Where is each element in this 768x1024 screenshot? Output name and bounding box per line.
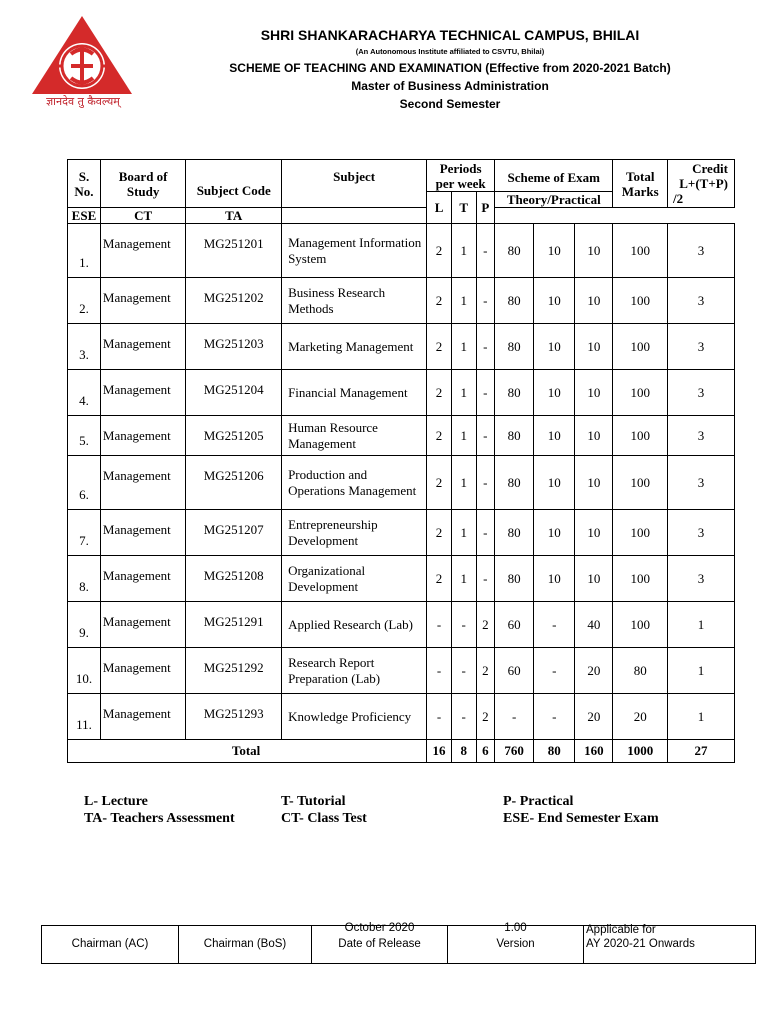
footer-release xyxy=(312,922,448,964)
version-value: 1.00 xyxy=(504,922,527,934)
header-subject: Subject xyxy=(282,160,427,208)
cell-p: - xyxy=(476,278,495,324)
cell-p: - xyxy=(476,370,495,416)
total-p: 6 xyxy=(476,740,495,763)
cell-ese: 80 xyxy=(495,416,534,456)
cell-l: 2 xyxy=(427,510,452,556)
legend-practical: P- Practical xyxy=(503,794,574,809)
header-P: P xyxy=(476,192,495,224)
cell-credit: 1 xyxy=(668,648,735,694)
total-ct: 80 xyxy=(534,740,575,763)
cell-ct: 10 xyxy=(534,370,575,416)
cell-board: Management xyxy=(100,648,185,694)
cell-subject: Financial Management xyxy=(282,370,427,416)
footer-chairman-bos xyxy=(179,926,312,964)
cell-ese: 80 xyxy=(495,556,534,602)
cell-total: 100 xyxy=(613,416,668,456)
cell-total: 100 xyxy=(613,224,668,278)
semester: Second Semester xyxy=(399,97,501,111)
legend-class-test: CT- Class Test xyxy=(281,811,367,826)
footer-version xyxy=(448,922,584,964)
cell-total: 100 xyxy=(613,602,668,648)
cell-ct: 10 xyxy=(534,456,575,510)
cell-ct: - xyxy=(534,694,575,740)
cell-p: 2 xyxy=(476,602,495,648)
cell-t: 1 xyxy=(451,456,476,510)
scheme-title: SCHEME OF TEACHING AND EXAMINATION (Effective from 2020-2021 Batch) xyxy=(229,61,671,75)
cell-credit: 3 xyxy=(668,456,735,510)
cell-p: - xyxy=(476,556,495,602)
cell-sno: 6. xyxy=(68,456,101,510)
cell-l: 2 xyxy=(427,224,452,278)
cell-code: MG251205 xyxy=(186,416,282,456)
cell-credit: 1 xyxy=(668,694,735,740)
cell-code: MG251204 xyxy=(186,370,282,416)
header-theory-practical: Theory/Practical xyxy=(495,192,613,208)
cell-p: 2 xyxy=(476,694,495,740)
cell-code: MG251208 xyxy=(186,556,282,602)
cell-code: MG251292 xyxy=(186,648,282,694)
cell-ese: 80 xyxy=(495,324,534,370)
cell-t: 1 xyxy=(451,278,476,324)
cell-sno: 11. xyxy=(68,694,101,740)
header-subject-code: Subject Code xyxy=(186,160,282,208)
chairman-ac-label: Chairman (AC) xyxy=(71,938,149,950)
cell-sno: 5. xyxy=(68,416,101,456)
cell-ta: 10 xyxy=(575,456,613,510)
cell-subject: Production and Operations Management xyxy=(282,456,427,510)
cell-credit: 3 xyxy=(668,324,735,370)
cell-ta: 10 xyxy=(575,416,613,456)
cell-ese: 60 xyxy=(495,602,534,648)
table-row xyxy=(68,556,735,602)
total-row xyxy=(68,740,735,763)
legend-end-semester-exam: ESE- End Semester Exam xyxy=(503,811,659,826)
cell-ese: - xyxy=(495,694,534,740)
approval-footer xyxy=(41,922,756,964)
cell-subject: Knowledge Proficiency xyxy=(282,694,427,740)
cell-credit: 3 xyxy=(668,370,735,416)
cell-sno: 4. xyxy=(68,370,101,416)
cell-credit: 3 xyxy=(668,416,735,456)
header-periods: Periods per week xyxy=(427,160,495,192)
cell-l: - xyxy=(427,648,452,694)
table-row xyxy=(68,278,735,324)
table-row xyxy=(68,416,735,456)
total-total: 1000 xyxy=(613,740,668,763)
cell-ct: - xyxy=(534,602,575,648)
legend-teachers-assessment: TA- Teachers Assessment xyxy=(84,811,235,826)
cell-ct: 10 xyxy=(534,224,575,278)
cell-credit: 1 xyxy=(668,602,735,648)
cell-ese: 80 xyxy=(495,370,534,416)
cell-p: - xyxy=(476,416,495,456)
chairman-bos-label: Chairman (BoS) xyxy=(203,938,287,950)
cell-code: MG251207 xyxy=(186,510,282,556)
cell-ese: 80 xyxy=(495,456,534,510)
scheme-table xyxy=(67,159,735,763)
cell-subject: Human Resource Management xyxy=(282,416,427,456)
table-row xyxy=(68,456,735,510)
version-label: Version xyxy=(496,938,535,950)
cell-credit: 3 xyxy=(668,224,735,278)
header-ta: TA xyxy=(186,208,282,224)
table-row xyxy=(68,324,735,370)
cell-l: 2 xyxy=(427,456,452,510)
institute-motto: ज्ञानदेव तु कैवल्यम् xyxy=(46,95,120,108)
cell-board: Management xyxy=(100,278,185,324)
cell-subject: Applied Research (Lab) xyxy=(282,602,427,648)
total-ta: 160 xyxy=(575,740,613,763)
cell-ese: 60 xyxy=(495,648,534,694)
cell-t: 1 xyxy=(451,324,476,370)
cell-ta: 10 xyxy=(575,278,613,324)
cell-l: 2 xyxy=(427,370,452,416)
header-sno: S. No. xyxy=(68,160,101,208)
cell-p: - xyxy=(476,324,495,370)
cell-ct: - xyxy=(534,648,575,694)
cell-l: - xyxy=(427,602,452,648)
applicable-line-1: Applicable for xyxy=(586,924,656,936)
footer-chairman-ac xyxy=(42,926,179,964)
cell-total: 100 xyxy=(613,510,668,556)
cell-ct: 10 xyxy=(534,324,575,370)
cell-total: 20 xyxy=(613,694,668,740)
cell-code: MG251206 xyxy=(186,456,282,510)
cell-t: - xyxy=(451,694,476,740)
cell-subject: Marketing Management xyxy=(282,324,427,370)
total-credit: 27 xyxy=(668,740,735,763)
header-ese: ESE xyxy=(68,208,101,224)
cell-sno: 3. xyxy=(68,324,101,370)
cell-ct: 10 xyxy=(534,510,575,556)
total-l: 16 xyxy=(427,740,452,763)
cell-ta: 10 xyxy=(575,510,613,556)
cell-p: - xyxy=(476,456,495,510)
total-t: 8 xyxy=(451,740,476,763)
header-total: Total Marks xyxy=(613,160,668,208)
cell-board: Management xyxy=(100,510,185,556)
table-row xyxy=(68,694,735,740)
cell-code: MG251201 xyxy=(186,224,282,278)
cell-sno: 9. xyxy=(68,602,101,648)
cell-board: Management xyxy=(100,456,185,510)
header-T: T xyxy=(451,192,476,224)
cell-l: 2 xyxy=(427,556,452,602)
cell-ta: 20 xyxy=(575,648,613,694)
cell-code: MG251291 xyxy=(186,602,282,648)
header-L: L xyxy=(427,192,452,224)
header-ct: CT xyxy=(100,208,185,224)
cell-code: MG251203 xyxy=(186,324,282,370)
cell-total: 100 xyxy=(613,456,668,510)
cell-credit: 3 xyxy=(668,556,735,602)
cell-credit: 3 xyxy=(668,510,735,556)
cell-ct: 10 xyxy=(534,416,575,456)
cell-ct: 10 xyxy=(534,278,575,324)
cell-subject: Organizational Development xyxy=(282,556,427,602)
cell-board: Management xyxy=(100,416,185,456)
cell-l: 2 xyxy=(427,416,452,456)
cell-ta: 10 xyxy=(575,370,613,416)
legend-lecture: L- Lecture xyxy=(84,794,148,809)
cell-sno: 2. xyxy=(68,278,101,324)
cell-p: - xyxy=(476,510,495,556)
cell-subject: Business Research Methods xyxy=(282,278,427,324)
total-ese: 760 xyxy=(495,740,534,763)
cell-t: 1 xyxy=(451,416,476,456)
cell-ct: 10 xyxy=(534,556,575,602)
cell-sno: 8. xyxy=(68,556,101,602)
cell-ta: 10 xyxy=(575,556,613,602)
cell-code: MG251293 xyxy=(186,694,282,740)
cell-ta: 40 xyxy=(575,602,613,648)
table-row xyxy=(68,602,735,648)
cell-p: 2 xyxy=(476,648,495,694)
applicable-line-2: AY 2020-21 Onwards xyxy=(586,938,695,950)
cell-sno: 7. xyxy=(68,510,101,556)
total-label: Total xyxy=(68,740,427,763)
cell-total: 80 xyxy=(613,648,668,694)
cell-board: Management xyxy=(100,324,185,370)
affiliation: (An Autonomous Institute affiliated to CSVTU, Bhilai) xyxy=(355,47,545,56)
table-row xyxy=(68,648,735,694)
cell-t: 1 xyxy=(451,370,476,416)
cell-subject: Research Report Preparation (Lab) xyxy=(282,648,427,694)
cell-ese: 80 xyxy=(495,278,534,324)
cell-board: Management xyxy=(100,556,185,602)
cell-l: 2 xyxy=(427,278,452,324)
cell-total: 100 xyxy=(613,556,668,602)
cell-l: 2 xyxy=(427,324,452,370)
release-date-value: October 2020 xyxy=(344,922,415,934)
cell-ta: 20 xyxy=(575,694,613,740)
cell-total: 100 xyxy=(613,278,668,324)
table-row xyxy=(68,224,735,278)
cell-t: 1 xyxy=(451,556,476,602)
header-board: Board of Study xyxy=(100,160,185,208)
table-row xyxy=(68,370,735,416)
header-credit: Credit L+(T+P) /2 xyxy=(668,160,735,208)
release-date-label: Date of Release xyxy=(338,938,421,950)
cell-board: Management xyxy=(100,694,185,740)
cell-t: - xyxy=(451,648,476,694)
cell-ese: 80 xyxy=(495,224,534,278)
cell-p: - xyxy=(476,224,495,278)
cell-ta: 10 xyxy=(575,224,613,278)
cell-ese: 80 xyxy=(495,510,534,556)
legend-tutorial: T- Tutorial xyxy=(281,794,346,809)
cell-subject: Management Information System xyxy=(282,224,427,278)
cell-total: 100 xyxy=(613,324,668,370)
cell-total: 100 xyxy=(613,370,668,416)
cell-board: Management xyxy=(100,224,185,278)
cell-t: 1 xyxy=(451,224,476,278)
cell-subject: Entrepreneurship Development xyxy=(282,510,427,556)
cell-sno: 1. xyxy=(68,224,101,278)
cell-code: MG251202 xyxy=(186,278,282,324)
footer-applicable xyxy=(584,926,756,964)
program-name: Master of Business Administration xyxy=(351,79,549,93)
institute-name: SHRI SHANKARACHARYA TECHNICAL CAMPUS, BHILAI xyxy=(260,27,640,43)
cell-ta: 10 xyxy=(575,324,613,370)
cell-t: - xyxy=(451,602,476,648)
cell-t: 1 xyxy=(451,510,476,556)
cell-sno: 10. xyxy=(68,648,101,694)
cell-board: Management xyxy=(100,370,185,416)
cell-l: - xyxy=(427,694,452,740)
table-row xyxy=(68,510,735,556)
header-scheme: Scheme of Exam xyxy=(495,160,613,192)
cell-credit: 3 xyxy=(668,278,735,324)
cell-board: Management xyxy=(100,602,185,648)
